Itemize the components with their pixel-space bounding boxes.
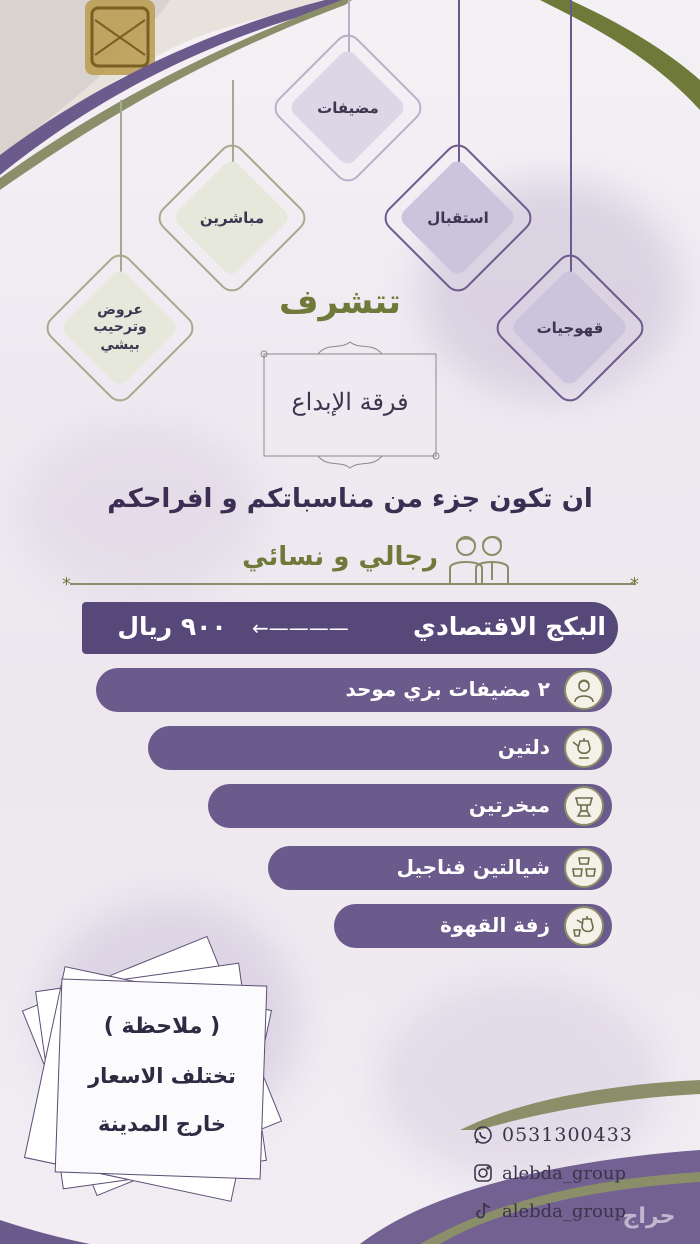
whatsapp-icon [472, 1124, 494, 1146]
tagline: ان تكون جزء من مناسباتكم و افراحكم [107, 484, 593, 514]
package-item [334, 904, 612, 948]
instagram-icon [472, 1162, 494, 1184]
tiktok-handle: alebda_group [502, 1200, 626, 1222]
hanging-string [120, 100, 122, 280]
note-line-1: تختلف الاسعار [88, 1064, 236, 1088]
diamond-reception [402, 162, 514, 274]
package-price: ٩٠٠ ريال [117, 612, 227, 641]
package-item [148, 726, 612, 770]
audience-label: رجالي و نسائي [242, 542, 438, 572]
package-arrow: ←———— [252, 616, 349, 640]
diamond-hostesses [292, 52, 404, 164]
contact-tiktok[interactable] [472, 1200, 626, 1222]
coffee-service-icon [564, 906, 604, 946]
package-item-label: ٢ مضيفات بزي موحد [345, 677, 550, 701]
note-title: ( ملاحظة ) [103, 1014, 221, 1039]
honor-title: تتشرف [279, 282, 401, 322]
note-line-2: خارج المدينة [97, 1112, 227, 1136]
package-name: البكج الاقتصادي [413, 612, 606, 641]
svg-text:*: * [630, 574, 639, 594]
package-item-label: مبخرتين [468, 793, 550, 817]
package-item [268, 846, 612, 890]
diamond-label: استقبال [427, 208, 489, 227]
svg-text:*: * [62, 574, 71, 594]
diamond-label: قهوجيات [536, 318, 604, 337]
package-item [96, 668, 612, 712]
diamond-label: مباشرين [199, 208, 265, 227]
contact-instagram[interactable] [472, 1162, 626, 1184]
instagram-handle: alebda_group [502, 1162, 626, 1184]
diamond-ushers [176, 162, 288, 274]
diamond-coffee-servers [514, 272, 626, 384]
phone-number: 0531300433 [502, 1124, 633, 1146]
section-divider [58, 574, 648, 594]
package-item [208, 784, 612, 828]
package-item-label: زفة القهوة [439, 913, 550, 937]
diamond-label: مضيفات [317, 98, 379, 117]
top-right-lower-swoosh [460, 1070, 700, 1130]
diamond-shows-welcome [64, 272, 176, 384]
hostess-icon [564, 670, 604, 710]
top-right-swoosh [510, 0, 700, 120]
contact-whatsapp[interactable] [472, 1124, 633, 1146]
package-item-label: دلتين [497, 735, 550, 759]
tiktok-icon [472, 1200, 494, 1222]
dallah-icon [564, 728, 604, 768]
company-name: فرقة الإبداع [291, 388, 409, 416]
hanging-string [570, 0, 572, 280]
watermark: حراج [622, 1204, 676, 1229]
package-item-label: شيالتين فناجيل [396, 855, 550, 879]
diamond-label: عروض وترحيب بيشي [93, 301, 147, 353]
incense-burner-icon [564, 786, 604, 826]
coffee-cups-icon [564, 848, 604, 888]
